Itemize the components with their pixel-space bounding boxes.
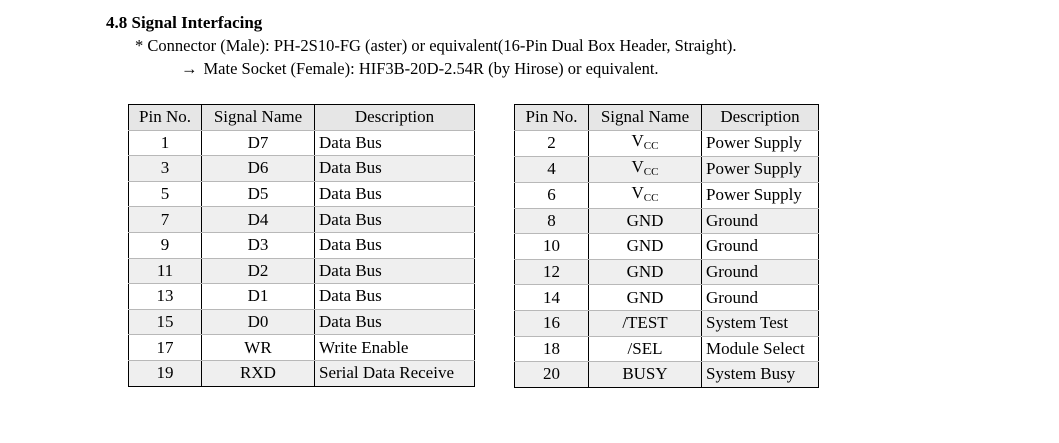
table-row xyxy=(129,309,475,335)
description-cell: Data Bus xyxy=(315,284,475,310)
description-cell: Ground xyxy=(702,234,819,260)
pin-number-cell: 12 xyxy=(515,259,589,285)
signal-name-cell xyxy=(589,130,702,156)
signal-name-cell: GND xyxy=(589,285,702,311)
pin-number-cell: 8 xyxy=(515,208,589,234)
table-row xyxy=(515,234,819,260)
header-signal-name: Signal Name xyxy=(589,105,702,131)
signal-name-cell: BUSY xyxy=(589,362,702,388)
signal-name-cell: /SEL xyxy=(589,336,702,362)
table-header-row xyxy=(515,105,819,131)
pin-number-cell: 14 xyxy=(515,285,589,311)
pin-number-cell: 7 xyxy=(129,207,202,233)
description-cell: Data Bus xyxy=(315,207,475,233)
table-row xyxy=(129,232,475,258)
signal-name-cell: /TEST xyxy=(589,310,702,336)
description-cell: Data Bus xyxy=(315,181,475,207)
signal-name-subscript: CC xyxy=(643,139,659,152)
table-row xyxy=(515,285,819,311)
mate-socket-line xyxy=(181,59,659,79)
signal-name-cell: D6 xyxy=(202,156,315,182)
description-cell: System Test xyxy=(702,310,819,336)
pin-table-even xyxy=(514,104,819,388)
pin-number-cell: 6 xyxy=(515,182,589,208)
table-row xyxy=(515,336,819,362)
signal-name-cell: D2 xyxy=(202,258,315,284)
signal-name-main: V xyxy=(631,130,644,150)
connector-line: * Connector (Male): PH-2S10-FG (aster) or equivalent(16-Pin Dual Box Header, Straight). xyxy=(135,36,737,55)
signal-name-cell: GND xyxy=(589,259,702,285)
signal-name-cell: WR xyxy=(202,335,315,361)
pin-number-cell: 18 xyxy=(515,336,589,362)
description-cell: Data Bus xyxy=(315,232,475,258)
description-cell: Power Supply xyxy=(702,182,819,208)
pin-number-cell: 5 xyxy=(129,181,202,207)
table-row xyxy=(129,360,475,386)
table-row xyxy=(129,181,475,207)
mate-socket-text: Mate Socket (Female): HIF3B-20D-2.54R (by Hirose) or equivalent. xyxy=(203,59,659,78)
description-cell: Data Bus xyxy=(315,156,475,182)
signal-name-main: V xyxy=(631,182,644,202)
pin-number-cell: 19 xyxy=(129,360,202,386)
signal-name-cell: D1 xyxy=(202,284,315,310)
signal-name-cell xyxy=(589,156,702,182)
pin-number-cell: 9 xyxy=(129,232,202,258)
signal-name-cell: D4 xyxy=(202,207,315,233)
description-cell: Ground xyxy=(702,259,819,285)
table-row xyxy=(129,207,475,233)
table-header-row xyxy=(129,105,475,131)
description-cell: Module Select xyxy=(702,336,819,362)
description-cell: Data Bus xyxy=(315,309,475,335)
pin-number-cell: 1 xyxy=(129,130,202,156)
pin-number-cell: 11 xyxy=(129,258,202,284)
table-row xyxy=(515,182,819,208)
signal-name-cell: D0 xyxy=(202,309,315,335)
table-row xyxy=(515,130,819,156)
pin-number-cell: 16 xyxy=(515,310,589,336)
table-row xyxy=(515,259,819,285)
description-cell: Data Bus xyxy=(315,130,475,156)
pin-number-cell: 17 xyxy=(129,335,202,361)
table-row xyxy=(515,310,819,336)
table-row xyxy=(129,156,475,182)
description-cell: Serial Data Receive xyxy=(315,360,475,386)
pin-number-cell: 15 xyxy=(129,309,202,335)
table-row xyxy=(129,335,475,361)
header-pin-no: Pin No. xyxy=(129,105,202,131)
description-cell: Data Bus xyxy=(315,258,475,284)
table-row xyxy=(129,130,475,156)
signal-name-main: V xyxy=(631,156,644,176)
header-pin-no: Pin No. xyxy=(515,105,589,131)
description-cell: Ground xyxy=(702,285,819,311)
pin-table-odd xyxy=(128,104,475,387)
pin-number-cell: 13 xyxy=(129,284,202,310)
signal-name-cell: D3 xyxy=(202,232,315,258)
right-arrow-icon: → xyxy=(181,59,198,78)
pin-number-cell: 3 xyxy=(129,156,202,182)
signal-name-cell xyxy=(589,182,702,208)
table-row xyxy=(515,208,819,234)
pin-number-cell: 2 xyxy=(515,130,589,156)
table-row xyxy=(515,362,819,388)
signal-name-cell: RXD xyxy=(202,360,315,386)
description-cell: Power Supply xyxy=(702,130,819,156)
signal-name-subscript: CC xyxy=(643,191,659,204)
header-description: Description xyxy=(702,105,819,131)
description-cell: Write Enable xyxy=(315,335,475,361)
description-cell: Power Supply xyxy=(702,156,819,182)
header-description: Description xyxy=(315,105,475,131)
description-cell: Ground xyxy=(702,208,819,234)
pin-number-cell: 4 xyxy=(515,156,589,182)
signal-name-subscript: CC xyxy=(643,165,659,178)
signal-name-cell: D7 xyxy=(202,130,315,156)
table-row xyxy=(129,258,475,284)
signal-name-cell: D5 xyxy=(202,181,315,207)
section-heading: 4.8 Signal Interfacing xyxy=(106,13,263,32)
header-signal-name: Signal Name xyxy=(202,105,315,131)
description-cell: System Busy xyxy=(702,362,819,388)
pin-number-cell: 20 xyxy=(515,362,589,388)
signal-name-cell: GND xyxy=(589,234,702,260)
pin-number-cell: 10 xyxy=(515,234,589,260)
table-row xyxy=(515,156,819,182)
table-row xyxy=(129,284,475,310)
signal-name-cell: GND xyxy=(589,208,702,234)
